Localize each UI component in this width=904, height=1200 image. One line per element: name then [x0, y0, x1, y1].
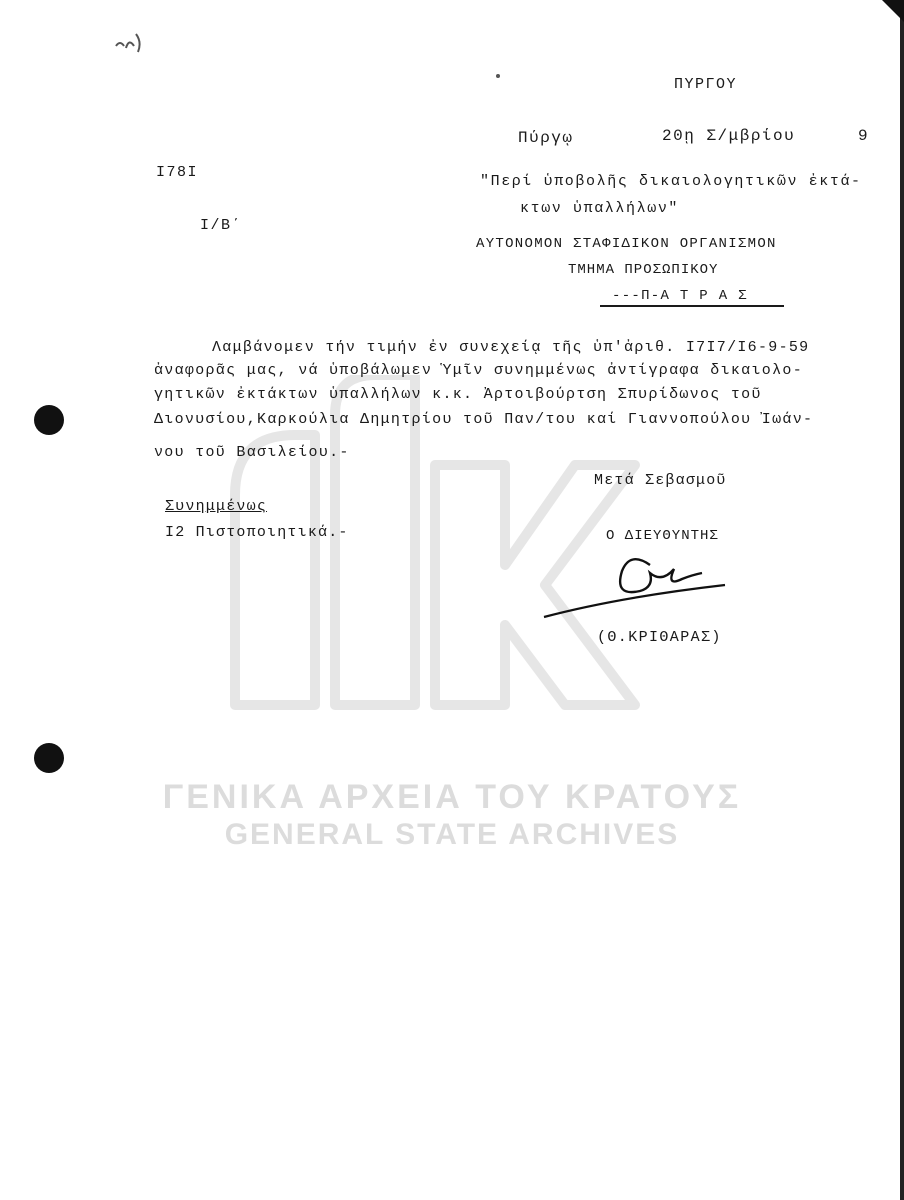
punch-hole-bottom	[34, 743, 64, 773]
department-code: I/B΄	[200, 217, 243, 234]
signatory-name: (Θ.ΚΡΙΘΑΡΑΣ)	[597, 629, 722, 646]
punch-hole-top	[34, 405, 64, 435]
watermark-english: GENERAL STATE ARCHIVES	[224, 818, 680, 851]
body-line-3: γητικῶν ἐκτάκτων ὑπαλλήλων κ.κ. Ἀρτοιβούρτση Σπυρίδωνος τοῦ	[154, 386, 762, 403]
subject-line-2: κτων ὑπαλλήλων"	[520, 200, 680, 217]
attachments-item: I2 Πιστοποιητικά.-	[165, 524, 349, 541]
place-dated: Πύργῳ	[518, 129, 574, 147]
subject-line-1: "Περί ὑποβολῆς δικαιολογητικῶν ἐκτά-	[480, 173, 862, 190]
page-number: 9	[858, 127, 870, 145]
protocol-number: I78I	[156, 164, 199, 181]
ink-dot	[495, 73, 501, 79]
scan-edge	[900, 0, 904, 1200]
body-line-5: νου τοῦ Βασιλείου.-	[154, 444, 350, 461]
margin-pen-mark	[112, 28, 152, 56]
signatory-title: Ο ΔΙΕΥΘΥΝΤΗΣ	[606, 528, 719, 544]
place-top: ΠΥΡΓΟΥ	[674, 76, 738, 93]
recipient-underline	[600, 305, 784, 307]
salutation: Μετά Σεβασμοῦ	[594, 472, 727, 489]
recipient-city: ---Π-Α Τ Ρ Α Σ	[612, 288, 748, 304]
letter-date: 20ῃ Σ/μβρίου	[662, 127, 796, 145]
recipient-organization: ΑΥΤΟΝΟΜΟΝ ΣΤΑΦΙΔΙΚΟΝ ΟΡΓΑΝΙΣΜΟΝ	[476, 236, 777, 252]
attachments-heading: Συνημμένως	[165, 498, 268, 515]
watermark-greek: ΓΕΝΙΚΑ ΑΡΧΕΙΑ ΤΟΥ ΚΡΑΤΟΥΣ	[162, 778, 742, 816]
body-line-1: Λαμβάνομεν τήν τιμήν ἐν συνεχείᾳ τῆς ὑπ'ἀριθ. I7I7/I6-9-59	[212, 339, 810, 356]
scan-corner	[882, 0, 904, 22]
body-line-2: ἀναφορᾶς μας, νά ὑποβάλωμεν Ὑμῖν συνημμένως ἀντίγραφα δικαιολο-	[154, 362, 803, 379]
body-line-4: Διονυσίου,Καρκούλια Δημητρίου τοῦ Παν/του καί Γιαννοπούλου Ἰωάν-	[154, 411, 814, 428]
recipient-department: ΤΜΗΜΑ ΠΡΟΣΩΠΙΚΟΥ	[568, 262, 719, 278]
handwritten-signature	[540, 545, 730, 625]
